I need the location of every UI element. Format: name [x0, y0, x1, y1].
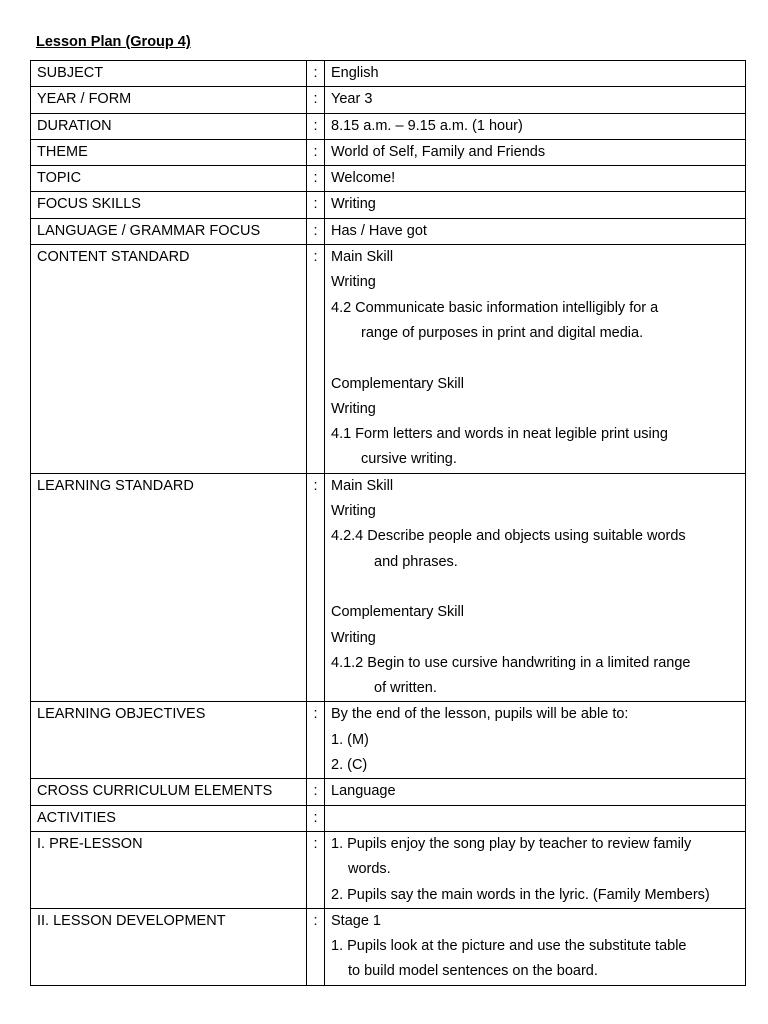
- value-year-form: Year 3: [325, 87, 746, 113]
- label-topic: TOPIC: [31, 166, 307, 192]
- value-learning-objectives: [325, 702, 746, 779]
- value-subject: English: [325, 61, 746, 87]
- colon: :: [307, 218, 325, 244]
- row-learning-objectives: [31, 702, 746, 779]
- label-focus-skills: FOCUS SKILLS: [31, 192, 307, 218]
- colon: :: [307, 113, 325, 139]
- colon: :: [307, 245, 325, 474]
- value-grammar-focus: Has / Have got: [325, 218, 746, 244]
- value-theme: World of Self, Family and Friends: [325, 139, 746, 165]
- label-duration: DURATION: [31, 113, 307, 139]
- row-year-form: [31, 87, 746, 113]
- colon: :: [307, 805, 325, 831]
- row-topic: [31, 166, 746, 192]
- colon: :: [307, 702, 325, 779]
- row-duration: [31, 113, 746, 139]
- colon: :: [307, 139, 325, 165]
- complementary-skill-area: Writing: [331, 629, 376, 646]
- row-pre-lesson: [31, 831, 746, 908]
- colon: :: [307, 192, 325, 218]
- row-content-standard: [31, 245, 746, 474]
- label-learning-standard: LEARNING STANDARD: [31, 473, 307, 702]
- main-skill-item-continued: range of purposes in print and digital media.: [361, 324, 644, 341]
- main-skill-area: Writing: [331, 274, 376, 291]
- main-skill-item: 4.2 Communicate basic information intelligibly for a: [331, 299, 659, 316]
- colon: :: [307, 473, 325, 702]
- label-subject: SUBJECT: [31, 61, 307, 87]
- document-title: Lesson Plan (Group 4): [36, 34, 191, 50]
- activity-item: 2. Pupils say the main words in the lyric. (Family Members): [331, 886, 710, 903]
- spacer: [331, 575, 739, 600]
- value-learning-standard: [325, 473, 746, 702]
- lesson-plan-table: [30, 60, 746, 986]
- row-activities: [31, 805, 746, 831]
- label-year-form: YEAR / FORM: [31, 87, 307, 113]
- row-theme: [31, 139, 746, 165]
- row-lesson-development: [31, 908, 746, 985]
- value-pre-lesson: [325, 831, 746, 908]
- complementary-skill-item-continued: of written.: [374, 680, 437, 697]
- complementary-skill-heading: Complementary Skill: [331, 604, 464, 621]
- colon: :: [307, 61, 325, 87]
- activity-item: 1. Pupils enjoy the song play by teacher to review family: [331, 835, 692, 852]
- complementary-skill-area: Writing: [331, 400, 376, 417]
- complementary-skill-item: 4.1.2 Begin to use cursive handwriting in a limited range: [331, 654, 691, 671]
- label-cross-curriculum: CROSS CURRICULUM ELEMENTS: [31, 779, 307, 805]
- complementary-skill-item-continued: cursive writing.: [361, 451, 457, 468]
- colon: :: [307, 779, 325, 805]
- objectives-intro: By the end of the lesson, pupils will be able to:: [331, 706, 629, 723]
- label-learning-objectives: LEARNING OBJECTIVES: [31, 702, 307, 779]
- colon: :: [307, 908, 325, 985]
- value-duration: 8.15 a.m. – 9.15 a.m. (1 hour): [325, 113, 746, 139]
- activity-item-continued: words.: [348, 861, 391, 878]
- stage-heading: Stage 1: [331, 912, 381, 929]
- label-pre-lesson: I. PRE-LESSON: [31, 831, 307, 908]
- value-topic: Welcome!: [325, 166, 746, 192]
- row-learning-standard: [31, 473, 746, 702]
- colon: :: [307, 831, 325, 908]
- row-focus-skills: [31, 192, 746, 218]
- label-activities: ACTIVITIES: [31, 805, 307, 831]
- objective-item: 1. (M): [331, 731, 369, 748]
- complementary-skill-heading: Complementary Skill: [331, 375, 464, 392]
- spacer: [331, 346, 739, 371]
- activity-item: 1. Pupils look at the picture and use the substitute table: [331, 938, 687, 955]
- objective-item: 2. (C): [331, 757, 368, 774]
- main-skill-item-continued: and phrases.: [374, 553, 458, 570]
- value-content-standard: [325, 245, 746, 474]
- colon: :: [307, 87, 325, 113]
- label-content-standard: CONTENT STANDARD: [31, 245, 307, 474]
- row-grammar-focus: [31, 218, 746, 244]
- main-skill-item: 4.2.4 Describe people and objects using suitable words: [331, 528, 686, 545]
- row-subject: [31, 61, 746, 87]
- label-lesson-development: II. LESSON DEVELOPMENT: [31, 908, 307, 985]
- main-skill-heading: Main Skill: [331, 477, 394, 494]
- value-lesson-development: [325, 908, 746, 985]
- label-grammar-focus: LANGUAGE / GRAMMAR FOCUS: [31, 218, 307, 244]
- main-skill-heading: Main Skill: [331, 249, 394, 266]
- row-cross-curriculum: [31, 779, 746, 805]
- value-activities: [325, 805, 746, 831]
- label-theme: THEME: [31, 139, 307, 165]
- main-skill-area: Writing: [331, 503, 376, 520]
- colon: :: [307, 166, 325, 192]
- value-cross-curriculum: Language: [325, 779, 746, 805]
- complementary-skill-item: 4.1 Form letters and words in neat legible print using: [331, 426, 668, 443]
- activity-item-continued: to build model sentences on the board.: [348, 963, 598, 980]
- value-focus-skills: Writing: [325, 192, 746, 218]
